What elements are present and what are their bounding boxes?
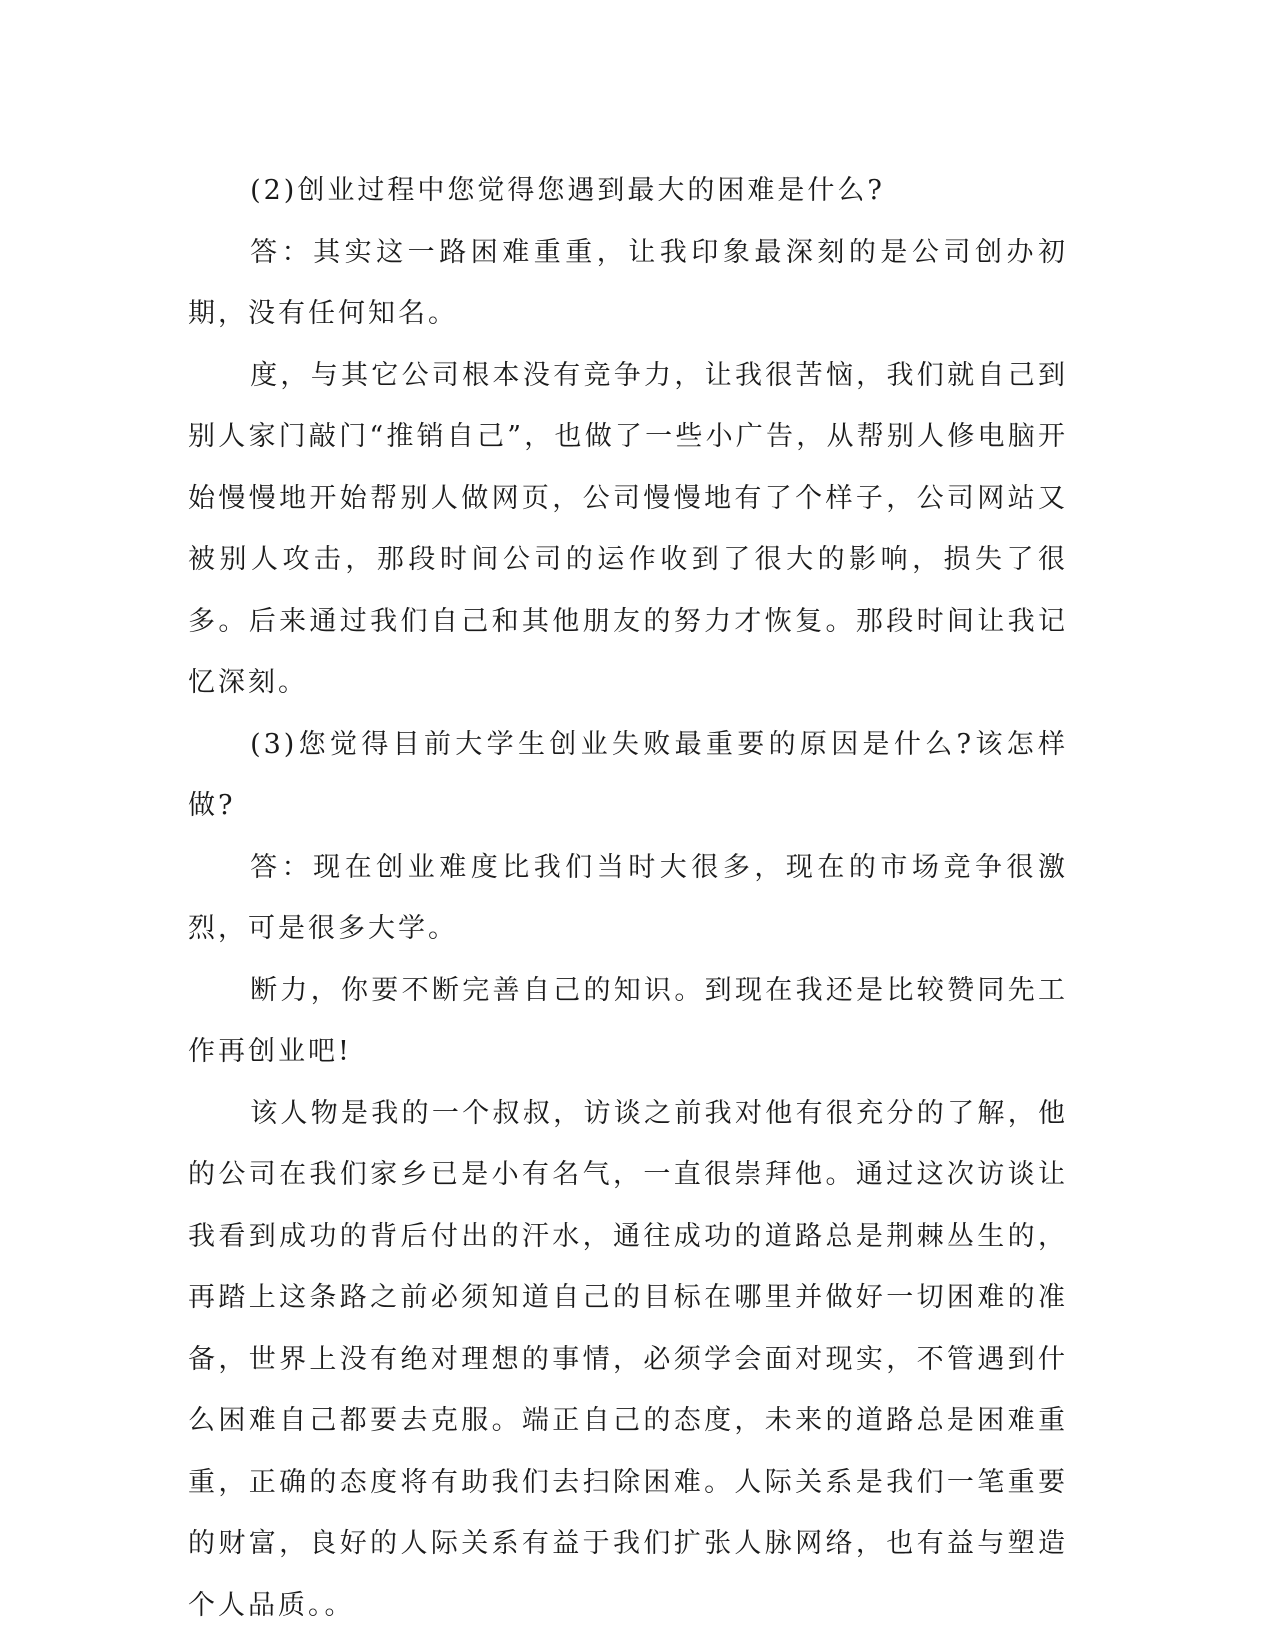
question-3: (3)您觉得目前大学生创业失败最重要的原因是什么?该怎样做? <box>188 728 1068 821</box>
reflection-paragraph: 该人物是我的一个叔叔，访谈之前我对他有很充分的了解，他的公司在我们家乡已是小有名气，一直很崇拜他。通过这次访谈让我看到成功的背后付出的汗水，通往成功的道路总是荆棘丛生的，再踏上这条路之前必须知道自己的目标在哪里并做好一切困难的准备，世界上没有绝对理想的事情，必须学会面对现实，不管遇到什么困难自己都要去克服。端正自己的态度，未来的道路总是困难重重，正确的态度将有助我们去扫除困难。人际关系是我们一笔重要的财富，良好的人际关系有益于我们扩张人脉网络，也有益与塑造个人品质。。 <box>188 1097 1068 1621</box>
answer-3-intro: 答：现在创业难度比我们当时大很多，现在的市场竞争很激烈，可是很多大学。 <box>188 851 1068 944</box>
question-2: (2)创业过程中您觉得您遇到最大的困难是什么? <box>250 175 885 206</box>
answer-2-detail: 度，与其它公司根本没有竞争力，让我很苦恼，我们就自己到别人家门敲门“推销自己”，也做了一些小广告，从帮别人修电脑开始慢慢地开始帮别人做网页，公司慢慢地有了个样子，公司网站又被别人攻击，那段时间公司的运作收到了很大的影响，损失了很多。后来通过我们自己和其他朋友的努力才恢复。那段时间让我记忆深刻。 <box>188 359 1068 698</box>
answer-3-detail: 断力，你要不断完善自己的知识。到现在我还是比较赞同先工作再创业吧! <box>188 974 1068 1067</box>
answer-2-intro: 答：其实这一路困难重重，让我印象最深刻的是公司创办初期，没有任何知名。 <box>188 236 1068 329</box>
document-body <box>188 160 1068 1636</box>
